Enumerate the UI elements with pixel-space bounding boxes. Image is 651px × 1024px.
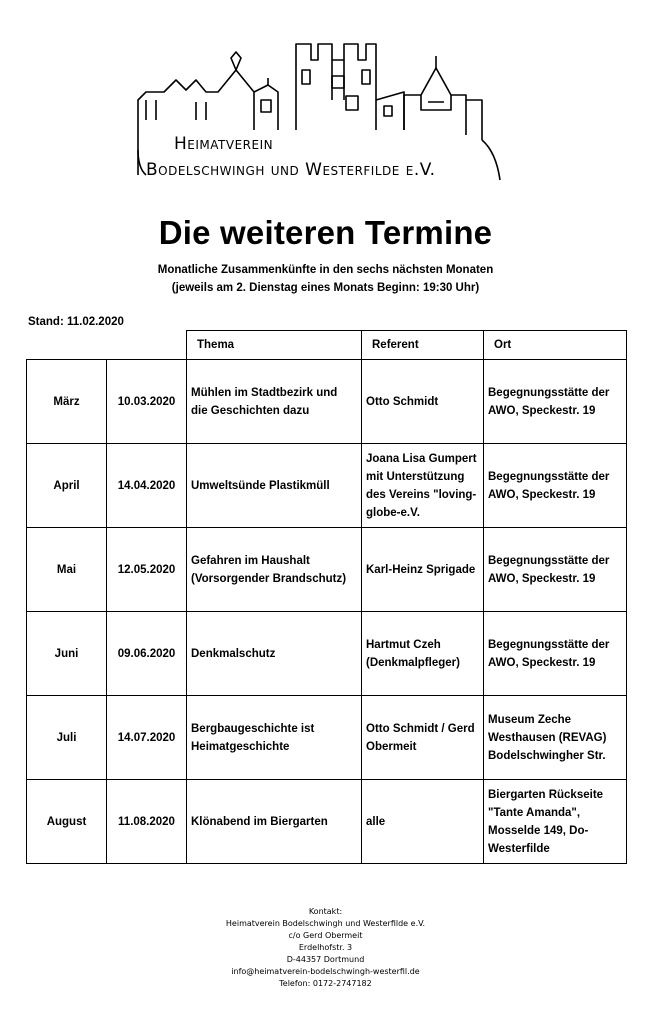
cell-thema: Klönabend im Biergarten (187, 780, 362, 864)
cell-referent: Hartmut Czeh (Denkmalpfleger) (362, 612, 484, 696)
cell-thema: Umweltsünde Plastikmüll (187, 444, 362, 528)
cell-ort: Begegnungsstätte der AWO, Speckestr. 19 (484, 612, 627, 696)
table-row (27, 528, 627, 612)
footer-co: c/o Gerd Obermeit (288, 931, 363, 940)
cell-ort: Biergarten Rückseite "Tante Amanda", Mosselde 149, Do-Westerfilde (484, 780, 627, 864)
cell-month: Juli (27, 696, 107, 780)
cell-date: 11.08.2020 (107, 780, 187, 864)
header-referent: Referent (362, 331, 484, 360)
schedule-table (26, 330, 627, 864)
cell-ort: Begegnungsstätte der AWO, Speckestr. 19 (484, 528, 627, 612)
footer-label: Kontakt: (308, 907, 343, 916)
cell-referent: Otto Schmidt (362, 360, 484, 444)
page-title: Die weiteren Termine (158, 214, 493, 251)
footer-city: D-44357 Dortmund (286, 955, 365, 964)
footer-street: Erdelhofstr. 3 (298, 943, 353, 952)
logo-name-line2: Bodelschwingh und Westerfilde e.V. (146, 160, 436, 180)
contact-footer (0, 906, 651, 990)
header-ort: Ort (484, 331, 627, 360)
table-row (27, 444, 627, 528)
cell-referent: Joana Lisa Gumpert mit Unterstützung des Vereins "loving-globe-e.V. (362, 444, 484, 528)
table-row (27, 780, 627, 864)
cell-month: April (27, 444, 107, 528)
subtitle-line1: Monatliche Zusammenkünfte in den sechs nächsten Monaten (157, 264, 494, 276)
stand-date: Stand: 11.02.2020 (28, 316, 124, 328)
cell-date: 14.07.2020 (107, 696, 187, 780)
cell-month: August (27, 780, 107, 864)
cell-referent: Otto Schmidt / Gerd Obermeit (362, 696, 484, 780)
cell-thema: Mühlen im Stadtbezirk und die Geschichten dazu (187, 360, 362, 444)
cell-referent: alle (362, 780, 484, 864)
cell-thema: Denkmalschutz (187, 612, 362, 696)
cell-month: Juni (27, 612, 107, 696)
cell-thema: Bergbaugeschichte ist Heimatgeschichte (187, 696, 362, 780)
cell-ort: Begegnungsstätte der AWO, Speckestr. 19 (484, 444, 627, 528)
table-row (27, 360, 627, 444)
logo (136, 40, 516, 190)
footer-org: Heimatverein Bodelschwingh und Westerfilde e.V. (225, 919, 426, 928)
cell-date: 14.04.2020 (107, 444, 187, 528)
cell-month: März (27, 360, 107, 444)
cell-ort: Begegnungsstätte der AWO, Speckestr. 19 (484, 360, 627, 444)
table-row (27, 696, 627, 780)
header-thema: Thema (187, 331, 362, 360)
cell-thema: Gefahren im Haushalt (Vorsorgender Brandschutz) (187, 528, 362, 612)
footer-phone: Telefon: 0172-2747182 (279, 979, 372, 988)
subtitle-line2: (jeweils am 2. Dienstag eines Monats Beginn: 19:30 Uhr) (171, 282, 480, 294)
cell-date: 12.05.2020 (107, 528, 187, 612)
cell-ort: Museum Zeche Westhausen (REVAG) Bodelschwingher Str. (484, 696, 627, 780)
cell-date: 10.03.2020 (107, 360, 187, 444)
logo-name-line1: Heimatverein (174, 134, 274, 154)
cell-referent: Karl-Heinz Sprigade (362, 528, 484, 612)
cell-date: 09.06.2020 (107, 612, 187, 696)
cell-month: Mai (27, 528, 107, 612)
header-blank (27, 331, 187, 360)
table-header-row (27, 331, 627, 360)
footer-email[interactable]: info@heimatverein-bodelschwingh-westerfil.de (231, 967, 420, 976)
table-row (27, 612, 627, 696)
